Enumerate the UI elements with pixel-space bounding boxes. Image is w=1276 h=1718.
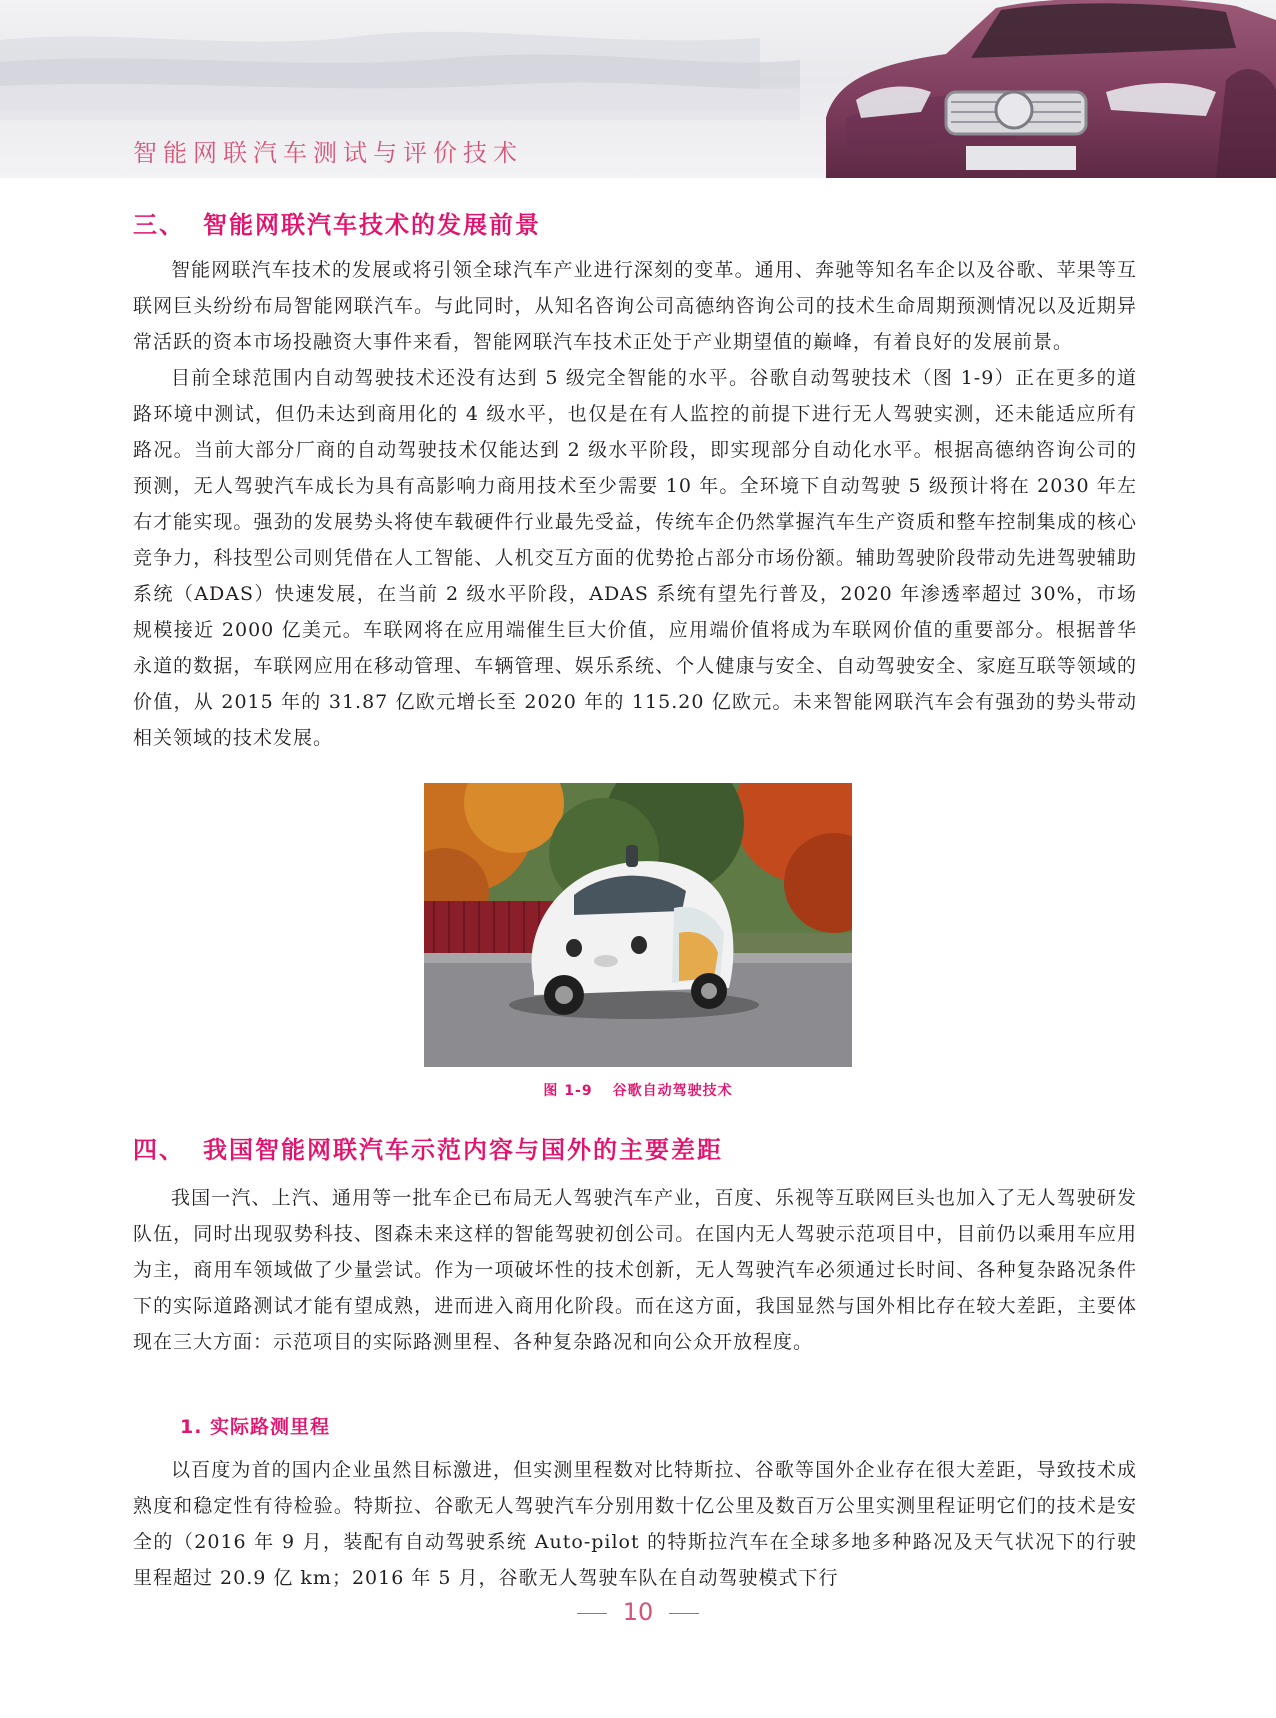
section-3-number: 三、 — [133, 211, 185, 239]
figure-label: 图 1-9 — [543, 1083, 593, 1099]
paragraph: 目前全球范围内自动驾驶技术还没有达到 5 级完全智能的水平。谷歌自动驾驶技术（图 1-9）正在更多的道路环境中测试，但仍未达到商用化的 4 级水平，也仅是在有人监控的前提下进行无人驾驶实测，还未能适应所有路况。当前大部分厂商的自动驾驶技术仅能达到 2 级水平阶段，即实现部分自动化水平。根据高德纳咨询公司的预测，无人驾驶汽车成长为具有高影响力商用技术至少需要 10 年。全环境下自动驾驶 5 级预计将在 2030 年左右才能实现。强劲的发展势头将使车载硬件行业最先受益，传统车企仍然掌握汽车生产资质和整车控制集成的核心竞争力，科技型公司则凭借在人工智能、人机交互方面的优势抢占部分市场份额。辅助驾驶阶段带动先进驾驶辅助系统（ADAS）快速发展，在当前 2 级水平阶段，ADAS 系统有望先行普及，2020 年渗透率超过 30%，市场规模接近 2000 亿美元。车联网将在应用端催生巨大价值，应用端价值将成为车联网价值的重要部分。根据普华永道的数据，车联网应用在移动管理、车辆管理、娱乐系统、个人健康与安全、自动驾驶安全、家庭互联等领域的价值，从 2015 年的 31.87 亿欧元增长至 2020 年的 115.20 亿欧元。未来智能网联汽车会有强劲的势头带动相关领域的技术发展。 — [133, 367, 1137, 749]
header-banner — [0, 0, 1276, 178]
section-3-body — [133, 252, 1137, 756]
header-car-illustration — [756, 0, 1276, 178]
page-number: 10 — [622, 1598, 654, 1626]
section-3-heading — [133, 205, 541, 240]
paragraph: 智能网联汽车技术的发展或将引领全球汽车产业进行深刻的变革。通用、奔驰等知名车企以及谷歌、苹果等互联网巨头纷纷布局智能网联汽车。与此同时，从知名咨询公司高德纳咨询公司的技术生命周期预测情况以及近期异常活跃的资本市场投融资大事件来看，智能网联汽车技术正处于产业期望值的巅峰，有着良好的发展前景。 — [133, 259, 1137, 353]
section-4-heading — [133, 1130, 723, 1165]
footer-dash-left — [577, 1613, 607, 1614]
subsection-1-heading: 1. 实际路测里程 — [180, 1416, 331, 1438]
google-car-photo — [424, 783, 852, 1067]
section-3-title: 智能网联汽车技术的发展前景 — [203, 211, 541, 239]
figure-caption-text: 谷歌自动驾驶技术 — [612, 1083, 733, 1099]
page-footer — [0, 1598, 1276, 1626]
section-4-title: 我国智能网联汽车示范内容与国外的主要差距 — [203, 1136, 723, 1164]
subsection-1-body — [133, 1452, 1137, 1596]
section-4-number: 四、 — [133, 1136, 185, 1164]
book-title: 智能网联汽车测试与评价技术 — [133, 139, 523, 167]
footer-dash-right — [669, 1613, 699, 1614]
paragraph: 以百度为首的国内企业虽然目标激进，但实测里程数对比特斯拉、谷歌等国外企业存在很大差距，导致技术成熟度和稳定性有待检验。特斯拉、谷歌无人驾驶汽车分别用数十亿公里及数百万公里实测里程证明它们的技术是安全的（2016 年 9 月，装配有自动驾驶系统 Auto-pilot 的特斯拉汽车在全球多地多种路况及天气状况下的行驶里程超过 20.9 亿 km；2016 年 5 月，谷歌无人驾驶车队在自动驾驶模式下行 — [133, 1459, 1137, 1589]
section-4-body — [133, 1180, 1137, 1360]
figure-caption — [0, 1080, 1276, 1100]
paragraph: 我国一汽、上汽、通用等一批车企已布局无人驾驶汽车产业，百度、乐视等互联网巨头也加入了无人驾驶研发队伍，同时出现驭势科技、图森未来这样的智能驾驶初创公司。在国内无人驾驶示范项目中，目前仍以乘用车应用为主，商用车领域做了少量尝试。作为一项破坏性的技术创新，无人驾驶汽车必须通过长时间、各种复杂路况条件下的实际道路测试才能有望成熟，进而进入商用化阶段。而在这方面，我国显然与国外相比存在较大差距，主要体现在三大方面：示范项目的实际路测里程、各种复杂路况和向公众开放程度。 — [133, 1187, 1137, 1353]
figure-google-self-driving-car — [424, 783, 852, 1067]
